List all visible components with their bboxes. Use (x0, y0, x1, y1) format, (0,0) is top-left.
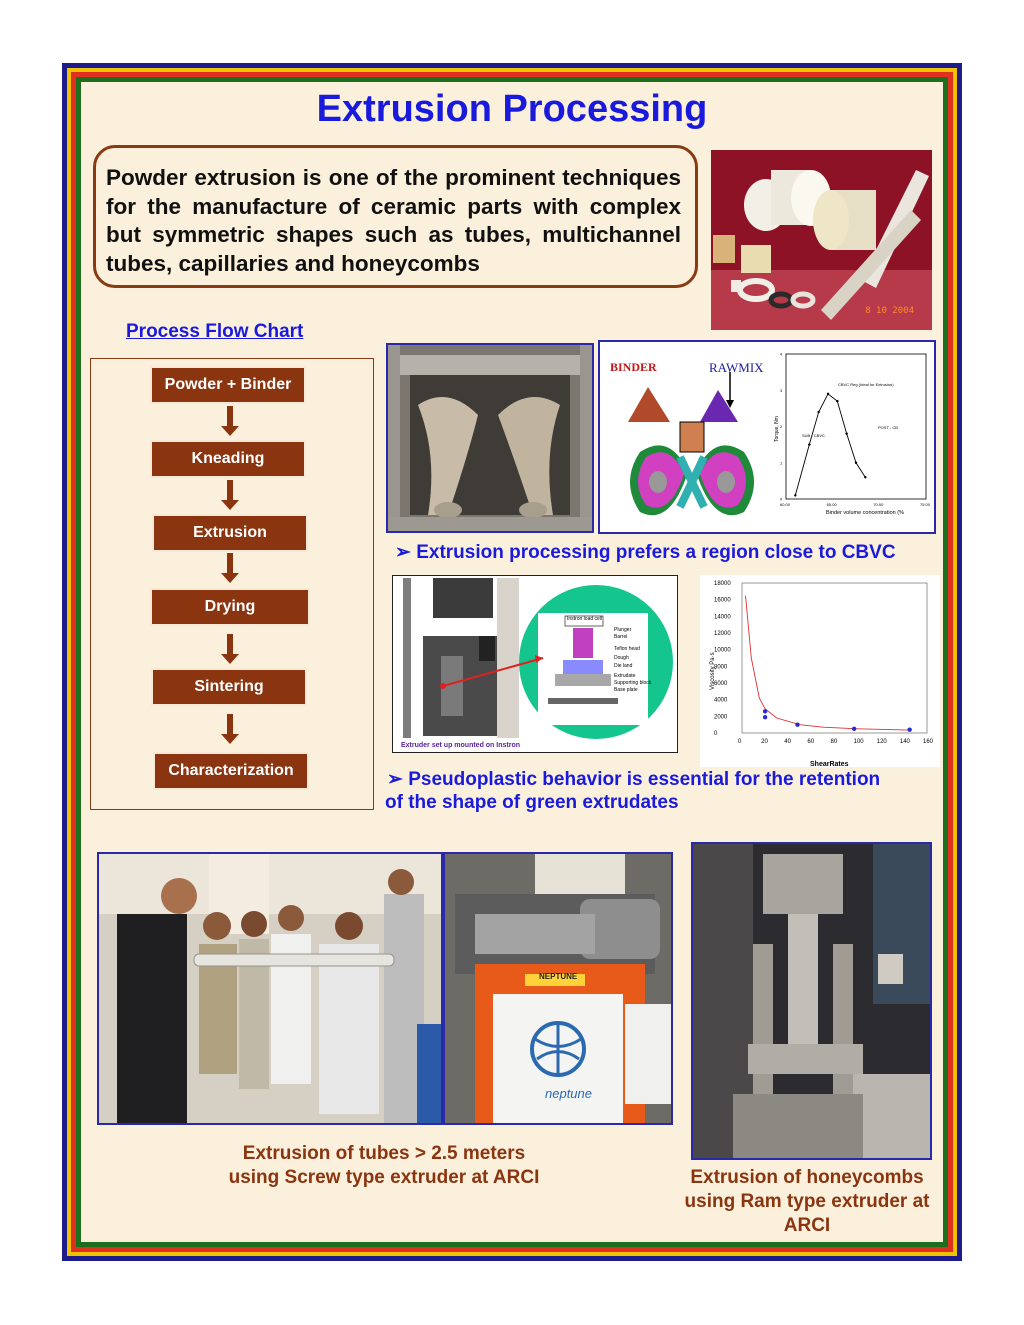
extruder-plate-label: NEPTUNE (539, 972, 578, 981)
viscosity-x-tick: 80 (830, 739, 838, 745)
extruder-brand-label: neptune (545, 1086, 592, 1101)
ceramic-parts-photo (711, 150, 932, 330)
torque-point (864, 476, 866, 478)
flow-arrow (227, 634, 233, 656)
caption-ram-line2: using Ram type extruder at (684, 1191, 930, 1212)
flow-step-extrusion: Extrusion (154, 516, 306, 550)
torque-note-sub: SUB - CBVC (802, 433, 825, 438)
torque-y-tick: 0 (780, 496, 783, 502)
instron-label-extrudate: Extrudate (614, 673, 636, 679)
flow-arrow (227, 714, 233, 736)
flow-step-powder-binder: Powder + Binder (152, 368, 304, 402)
viscosity-point (907, 727, 911, 731)
flow-arrow (227, 406, 233, 428)
caption-screw-line2: using Screw type extruder at ARCI (228, 1167, 540, 1188)
viscosity-point (852, 727, 856, 731)
caption-ram-line3: ARCI (783, 1215, 831, 1236)
torque-point (794, 494, 796, 496)
kneader-photo (386, 343, 594, 533)
instron-caption: Extruder set up mounted on Instron (401, 742, 521, 749)
torque-y-tick: 3 (780, 387, 783, 393)
viscosity-y-tick: 6000 (714, 681, 728, 687)
torque-note-cbvc: CBVC Reg (Ideal for Extrusion) (838, 382, 894, 387)
note-pseudoplastic-line2: of the shape of green extrudates (385, 792, 679, 813)
torque-point (836, 400, 838, 402)
flow-chart-heading: Process Flow Chart (126, 321, 304, 342)
viscosity-x-tick: 160 (923, 739, 934, 745)
torque-point (845, 433, 847, 435)
torque-chart (768, 342, 936, 532)
viscosity-y-tick: 16000 (714, 597, 731, 604)
torque-point (808, 443, 810, 445)
viscosity-x-tick: 40 (784, 739, 791, 745)
viscosity-xlabel: ShearRates (810, 761, 849, 767)
viscosity-x-tick: 20 (761, 739, 768, 745)
instron-label-support: Supporting block (614, 680, 652, 686)
viscosity-x-tick: 120 (876, 739, 887, 745)
torque-point (855, 462, 857, 464)
kneader-schematic (600, 342, 770, 532)
intro-callout: Powder extrusion is one of the prominent techniques for the manufacture of ceramic parts with complex but symmetric shapes such as tubes, multichannel tubes, capillaries and honeycombs (93, 145, 698, 288)
viscosity-x-tick: 140 (899, 739, 910, 745)
torque-ylabel: Torque, Nm (774, 416, 780, 442)
flow-step-kneading: Kneading (152, 442, 304, 476)
instron-label-dieland: Die land (614, 663, 633, 669)
ram-extruder-photo (691, 842, 932, 1160)
photo-date-stamp: 8 10 2004 (865, 306, 914, 316)
instron-label-teflon: Teflon head (614, 646, 640, 652)
poster-title: Extrusion Processing (316, 88, 708, 130)
caption-screw-line1: Extrusion of tubes > 2.5 meters (242, 1143, 526, 1164)
flow-arrow (227, 553, 233, 575)
viscosity-y-tick: 2000 (714, 714, 728, 721)
instron-label-dough: Dough (614, 655, 629, 661)
flow-step-characterization: Characterization (155, 754, 307, 788)
rawmix-label: RAWMIX (709, 360, 764, 375)
viscosity-x-tick: 100 (853, 739, 864, 745)
instron-setup-figure (392, 575, 678, 753)
viscosity-point (795, 722, 799, 726)
note-cbvc: ➢ Extrusion processing prefers a region close to CBVC (395, 542, 896, 563)
viscosity-point (763, 709, 767, 713)
note-pseudoplastic-line1: ➢ Pseudoplastic behavior is essential for the retention (387, 769, 881, 790)
binder-label: BINDER (610, 360, 657, 374)
flow-arrow (227, 480, 233, 502)
viscosity-y-tick: 10000 (714, 647, 731, 654)
torque-x-tick: 65.00 (826, 502, 837, 507)
torque-y-tick: 2 (780, 424, 783, 429)
viscosity-point (763, 715, 767, 719)
team-with-tube-photo (97, 852, 443, 1125)
instron-label-loadcell: Instron load cell (567, 616, 603, 622)
torque-y-tick: 4 (780, 351, 783, 357)
torque-point (827, 393, 829, 395)
instron-label-plunger: Plunger (614, 627, 632, 633)
torque-note-post: POST - CB (878, 425, 898, 430)
torque-point (817, 411, 819, 413)
flow-step-sintering: Sintering (153, 670, 305, 704)
viscosity-x-tick: 60 (807, 739, 815, 745)
viscosity-y-tick: 4000 (714, 697, 728, 704)
torque-x-tick: 70.00 (873, 502, 884, 507)
binder-torque-diagram (598, 340, 936, 534)
caption-ram-line1: Extrusion of honeycombs (690, 1167, 924, 1188)
instron-label-baseplate: Base plate (614, 687, 638, 693)
viscosity-chart (700, 575, 940, 767)
flow-step-drying: Drying (152, 590, 308, 624)
torque-x-tick: 60.00 (780, 502, 791, 507)
screw-extruder-photo (443, 852, 673, 1125)
torque-x-tick: 75.00 (920, 502, 931, 507)
instron-label-barrel: Barrel (614, 634, 628, 640)
torque-y-tick: 1 (780, 460, 783, 466)
viscosity-y-tick: 8000 (714, 664, 728, 671)
viscosity-y-tick: 12000 (714, 631, 731, 637)
viscosity-y-tick: 0 (714, 731, 718, 737)
viscosity-x-tick: 0 (738, 739, 742, 745)
viscosity-y-tick: 14000 (714, 614, 731, 621)
viscosity-y-tick: 18000 (714, 581, 731, 587)
viscosity-ylabel: Viscosity Pa·s (710, 652, 716, 690)
torque-xlabel: Binder volume concentration (% (826, 510, 904, 516)
torque-series-line (795, 394, 865, 496)
